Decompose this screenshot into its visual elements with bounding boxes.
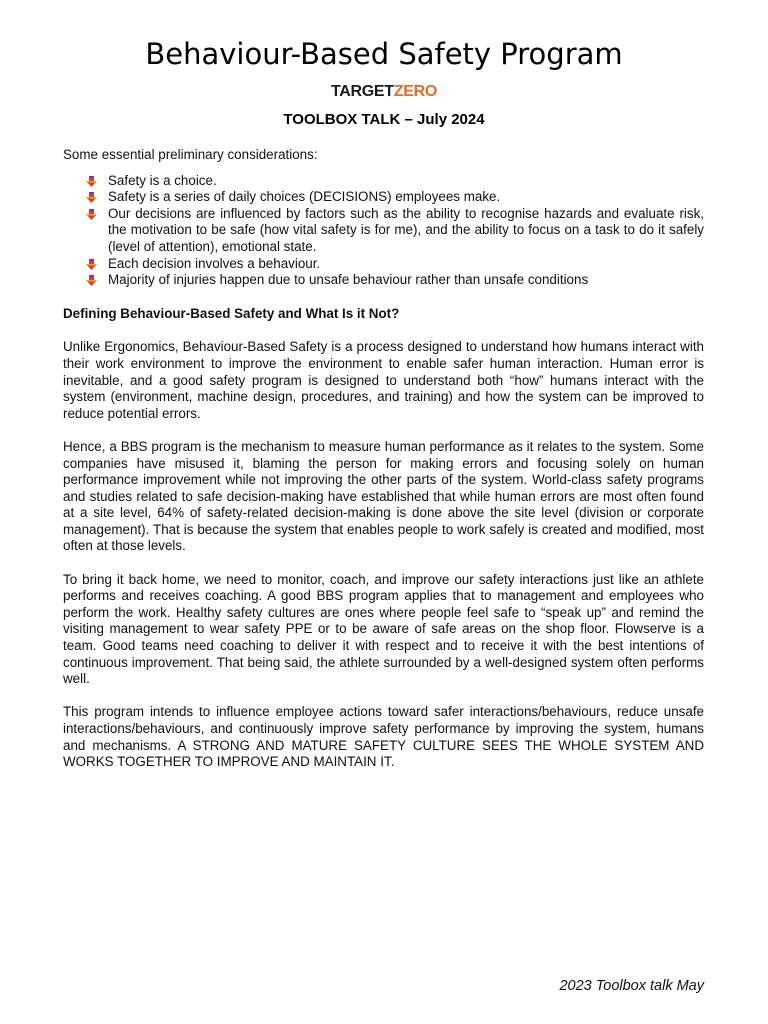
- document-body: [63, 147, 704, 787]
- intro-text: Some essential preliminary considerations:: [63, 147, 318, 162]
- document-title: Behaviour-Based Safety Program: [145, 37, 623, 71]
- down-arrow-bullet-icon: [86, 259, 97, 270]
- list-item: [108, 206, 704, 256]
- body-paragraph: This program intends to influence employee actions toward safer interactions/behaviours, reduce unsafe interactions/behaviours, and continuously improve safety performance by improving the system, humans and mechanisms. A STRONG AND MATURE SAFETY CULTURE SEES THE WHOLE SYSTEM AND WORKS TOGETHER TO IMPROVE AND MAINTAIN IT.: [63, 704, 704, 770]
- list-item: [108, 256, 704, 273]
- logo-text-target: TARGET: [330, 83, 394, 100]
- down-arrow-bullet-icon: [86, 209, 97, 220]
- list-item-text: Majority of injuries happen due to unsafe behaviour rather than unsafe conditions: [108, 272, 589, 288]
- list-item-text: Safety is a series of daily choices (DECISIONS) employees make.: [108, 189, 501, 205]
- logo-text-zero: ZERO: [393, 83, 438, 100]
- document-subtitle: TOOLBOX TALK – July 2024: [283, 111, 485, 128]
- targetzero-logo: [0, 82, 768, 102]
- down-arrow-bullet-icon: [86, 192, 97, 203]
- considerations-list: [63, 173, 704, 289]
- body-paragraph: Unlike Ergonomics, Behaviour-Based Safety is a process designed to understand how humans interact with their work environment to improve the environment to enable safer human interaction. Human error is inevitable, and a good safety program is designed to understand both “how” humans interact with the system (environment, machine design, procedures, and training) and how the system can be improved to reduce potential errors.: [63, 339, 704, 421]
- body-paragraph: Hence, a BBS program is the mechanism to measure human performance as it relates to the system. Some companies have misused it, blaming the person for making errors and focusing solely on human performance improvement while not improving the other parts of the system. World-class safety programs and studies related to safe decision-making have established that while human errors are most often found at a site level, 64% of safety-related decision-making is done above the site level (division or corporate management). That is because the system that enables people to work safely is created and modified, most often at those levels.: [63, 438, 704, 554]
- section-heading: Defining Behaviour-Based Safety and What Is it Not?: [63, 305, 400, 321]
- list-item-text: Each decision involves a behaviour.: [108, 255, 321, 271]
- list-item: [108, 173, 704, 190]
- list-item: [108, 189, 704, 206]
- list-item-text: Safety is a choice.: [108, 172, 217, 188]
- page-footer: 2023 Toolbox talk May: [559, 978, 704, 994]
- list-item-text: Our decisions are influenced by factors such as the ability to recognise hazards and evaluate risk, the motivation to be safe (how vital safety is for me), and the ability to focus on a task to do it safely (level of attention), emotional state.: [108, 205, 704, 254]
- down-arrow-bullet-icon: [86, 275, 97, 286]
- list-item: [108, 272, 704, 289]
- down-arrow-bullet-icon: [86, 176, 97, 187]
- body-paragraph: To bring it back home, we need to monitor, coach, and improve our safety interactions just like an athlete performs and receives coaching. A good BBS program applies that to management and employees who perform the work. Healthy safety cultures are ones where people feel safe to “speak up” and remind the visiting management to wear safety PPE or to be aware of safe areas on the shop floor. Flowserve is a team. Good teams need coaching to deliver it with respect and to receive it with the best intentions of continuous improvement. That being said, the athlete surrounded by a well-designed system often performs well.: [63, 571, 704, 687]
